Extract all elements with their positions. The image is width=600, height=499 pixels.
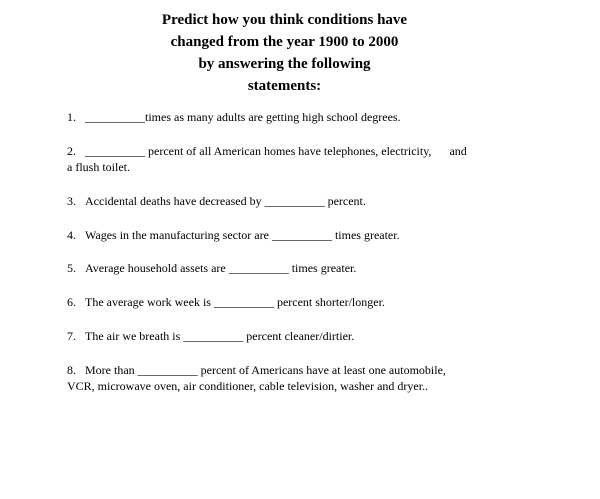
title-line-3: by answering the following bbox=[198, 56, 371, 72]
statement-7 bbox=[67, 328, 354, 344]
statement-6 bbox=[67, 294, 385, 310]
statement-text: The air we breath is __________ percent cleaner/dirtier. bbox=[85, 329, 355, 343]
statement-text-line-1: __________ percent of all American homes have telephones, electricity, bbox=[85, 144, 432, 158]
statement-2 bbox=[67, 143, 467, 159]
statement-4 bbox=[67, 227, 400, 243]
statement-number: 3. bbox=[67, 194, 76, 208]
statement-5 bbox=[67, 260, 356, 276]
statement-text-line-2: a flush toilet. bbox=[67, 160, 130, 174]
title-line-1: Predict how you think conditions have bbox=[161, 12, 408, 28]
statement-8 bbox=[67, 362, 446, 378]
statement-text: Average household assets are __________ times greater. bbox=[85, 261, 357, 275]
title-line-2: changed from the year 1900 to 2000 bbox=[170, 34, 399, 50]
statement-2-continued bbox=[67, 159, 130, 175]
statement-3 bbox=[67, 193, 366, 209]
statement-text-line-1: More than __________ percent of Americans have at least one automobile, bbox=[85, 363, 446, 377]
statement-text-line-2: VCR, microwave oven, air conditioner, cable television, washer and dryer.. bbox=[67, 379, 429, 393]
statement-text: Wages in the manufacturing sector are __________ times greater. bbox=[85, 228, 400, 242]
statement-number: 6. bbox=[67, 295, 76, 309]
title-line-4: statements: bbox=[247, 78, 322, 94]
statement-number: 8. bbox=[67, 363, 76, 377]
statement-text: Accidental deaths have decreased by __________ percent. bbox=[85, 194, 366, 208]
worksheet-title bbox=[122, 9, 447, 97]
statement-number: 7. bbox=[67, 329, 76, 343]
statement-number: 1. bbox=[67, 110, 76, 124]
statement-number: 5. bbox=[67, 261, 76, 275]
statement-text: __________times as many adults are getting high school degrees. bbox=[85, 110, 401, 124]
statement-text: The average work week is __________ percent shorter/longer. bbox=[85, 295, 385, 309]
statement-1 bbox=[67, 109, 401, 125]
statement-8-continued bbox=[67, 378, 428, 394]
statement-number: 4. bbox=[67, 228, 76, 242]
statement-number: 2. bbox=[67, 144, 76, 158]
statement-text-tail: and bbox=[449, 144, 467, 158]
